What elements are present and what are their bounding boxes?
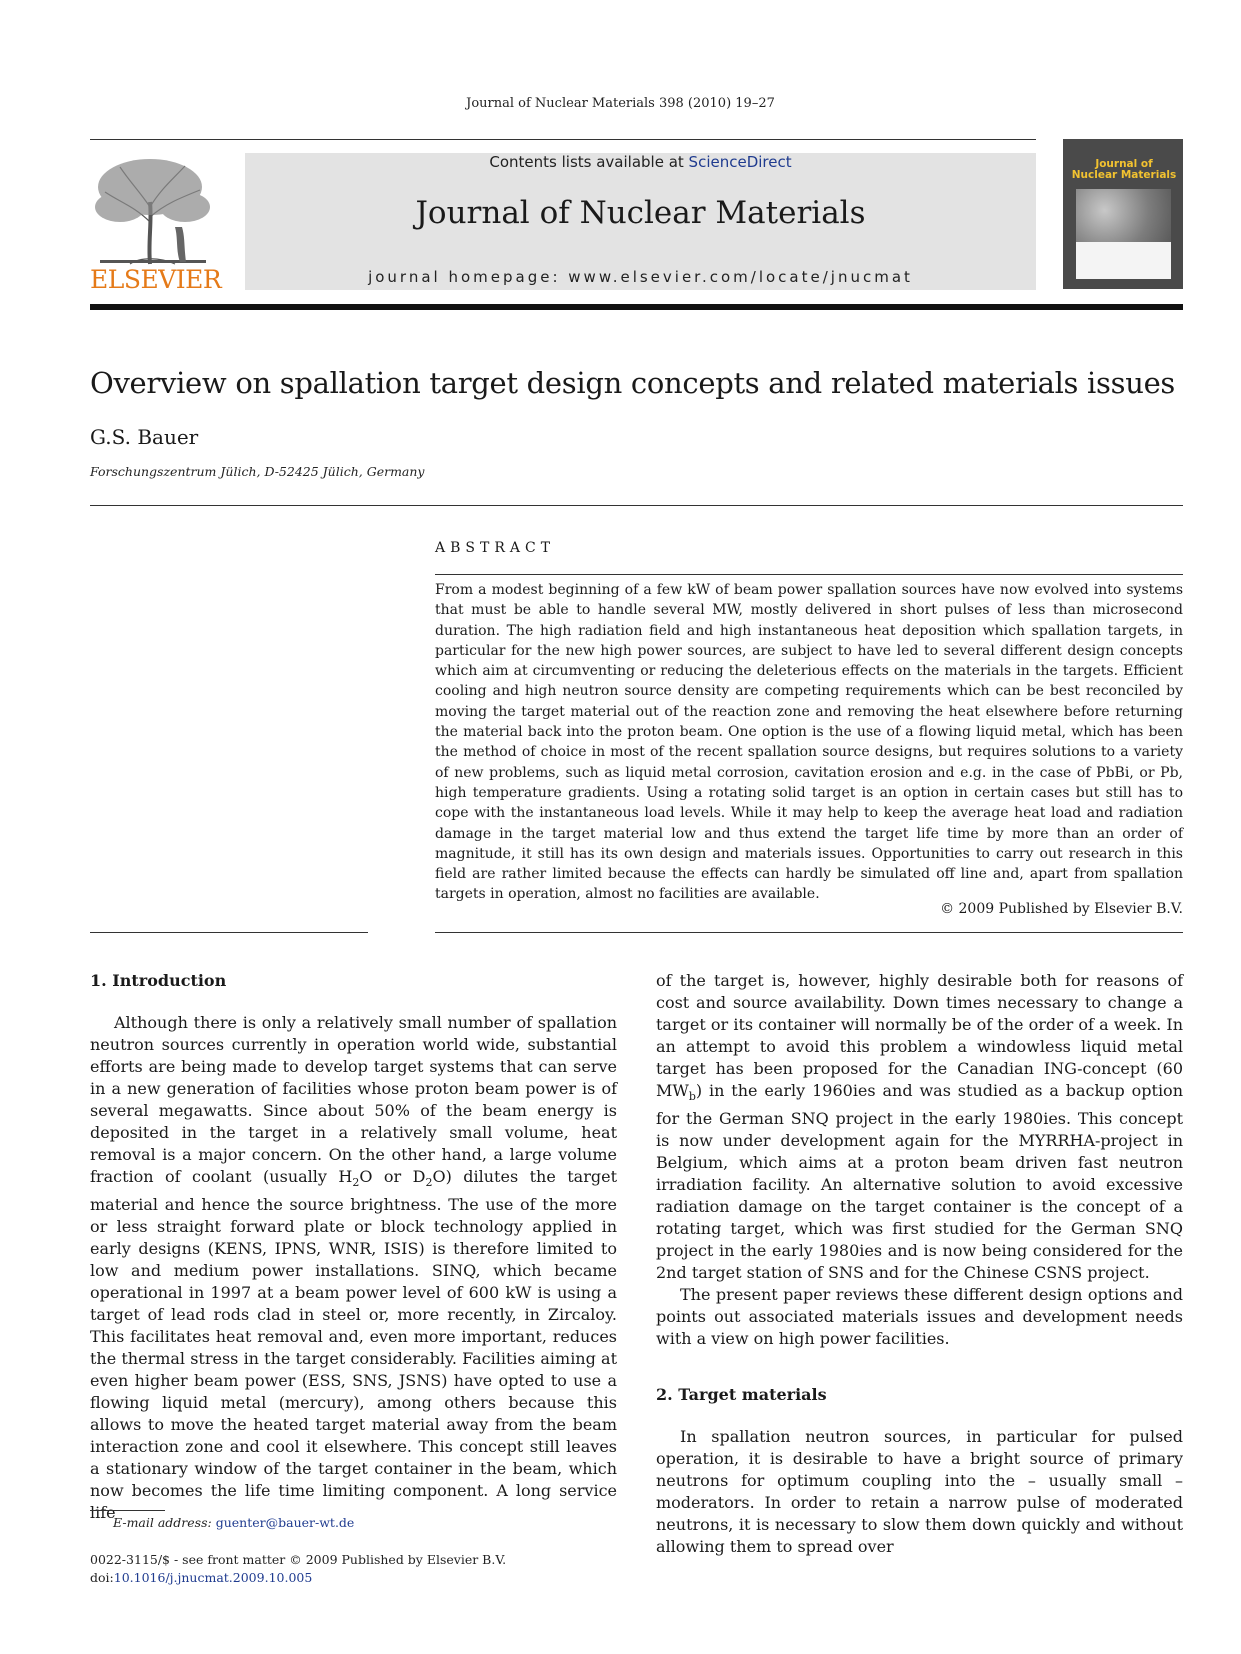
author-email-link[interactable]: guenter@bauer-wt.de xyxy=(215,1515,355,1530)
footnote-divider xyxy=(90,1510,165,1511)
right-column xyxy=(656,970,1183,1558)
abstract-bottom-divider xyxy=(435,932,1183,933)
abstract-copyright: © 2009 Published by Elsevier B.V. xyxy=(940,901,1183,917)
author-email-footnote xyxy=(113,1515,354,1530)
cover-panel xyxy=(1076,242,1171,279)
article-author: G.S. Bauer xyxy=(90,425,199,449)
author-affiliation: Forschungszentrum Jülich, D-52425 Jülich, Germany xyxy=(90,464,425,479)
doi-line xyxy=(90,1570,312,1585)
cover-title-line1: Journal of xyxy=(1095,158,1153,170)
abstract-divider xyxy=(435,574,1183,575)
front-matter-line: 0022-3115/$ - see front matter © 2009 Published by Elsevier B.V. xyxy=(90,1552,507,1567)
journal-title: Journal of Nuclear Materials xyxy=(415,195,866,231)
contents-availability xyxy=(245,153,1036,171)
intro-subscript-2: 2 xyxy=(425,1176,433,1190)
intro-subscript-1: 2 xyxy=(352,1176,360,1190)
elsevier-wordmark: ELSEVIER xyxy=(90,265,222,294)
article-title: Overview on spallation target design concepts and related materials issues xyxy=(90,366,1176,400)
abstract-text: From a modest beginning of a few kW of beam power spallation sources have now evolved into systems that must be able to handle several MW, mostly delivered in short pulses of less than microsecond duration. The high radiation field and high instantaneous heat deposition which spallation targets, in particular for the new high power sources, are subject to have led to several different design concepts which aim at circumventing or reducing the deleterious effects on the materials in the targets. Efficient cooling and high neutron source density are competing requirements which can be best reconciled by moving the target material out of the reaction zone and removing the heat elsewhere before returning the material back into the proton beam. One option is the use of a flowing liquid metal, which has been the method of choice in most of the recent spallation source designs, but requires solutions to a variety of new problems, such as liquid metal corrosion, cavitation erosion and e.g. in the case of PbBi, or Pb, high temperature gradients. Using a rotating solid target is an option in certain cases but still has to cope with the instantaneous load levels. While it may help to keep the average heat load and radiation damage in the target material low and thus extend the target life time by more than an order of magnitude, it still has its own design and materials issues. Opportunities to carry out research in this field are rather limited because the effects can hardly be simulated off line and, apart from spallation targets in operation, almost no facilities are available. xyxy=(435,582,1183,903)
header-divider xyxy=(90,139,1036,140)
contents-prefix: Contents lists available at xyxy=(489,153,689,171)
cover-image xyxy=(1076,189,1171,242)
section-heading-introduction: 1. Introduction xyxy=(90,971,227,990)
section-heading-target-materials: 2. Target materials xyxy=(656,1385,827,1405)
journal-homepage[interactable]: journal homepage: www.elsevier.com/locate/jnucmat xyxy=(368,268,913,286)
right-text-b: ) in the early 1960ies and was studied as a backup option for the German SNQ project in the early 1980ies. This concept is now under development again for the MYRRHA-project in Belgium, which aims at a proton beam driven fast neutron irradiation facility. An alternative solution to avoid excessive radiation damage on the target container is the concept of a rotating target, which was first studied for the German SNQ project in the early 1980ies and is now being considered for the 2nd target station of SNS and for the Chinese CSNS project. xyxy=(656,1081,1183,1283)
left-column-divider xyxy=(90,932,368,933)
journal-banner xyxy=(245,153,1036,290)
intro-text-a: Although there is only a relatively small number of spallation neutron sources currently in operation world wide, substantial efforts are being made to develop target systems that can serve in a new generation of facilities whose proton beam power is of several megawatts. Since about 50% of the beam energy is deposited in the target in a relatively small volume, heat removal is a major concern. On the other hand, a large volume fraction of coolant (usually H xyxy=(90,1013,617,1186)
intro-text-b: O or D xyxy=(359,1167,426,1186)
abstract-top-divider xyxy=(90,505,1183,506)
doi-prefix: doi: xyxy=(90,1570,114,1585)
intro-text-c: O) dilutes the target material and hence the source brightness. The use of the more or less straight forward plate or block technology applied in early designs (KENS, IPNS, WNR, ISIS) is therefore limited to low and medium power installations. SINQ, which became operational in 1997 at a beam power level of 600 kW is using a target of lead rods clad in steel or, more recently, in Zircaloy. This facilitates heat removal and, even more important, reduces the thermal stress in the target considerably. Facilities aiming at even higher beam power (ESS, SNS, JSNS) have opted to use a flowing liquid metal (mercury), among others because this allows to move the heated target material away from the beam interaction zone and cool it elsewhere. This concept still leaves a stationary window of the target container in the beam, which now becomes the life time limiting component. A long service life xyxy=(90,1167,618,1523)
abstract-heading: ABSTRACT xyxy=(435,540,556,556)
doi-link[interactable]: 10.1016/j.jnucmat.2009.10.005 xyxy=(113,1570,313,1585)
email-label: E-mail address: xyxy=(113,1515,212,1530)
journal-citation: Journal of Nuclear Materials 398 (2010) 19–27 xyxy=(466,96,775,111)
target-paragraph-1: In spallation neutron sources, in particular for pulsed operation, it is desirable to have a bright source of primary neutrons for optimum coupling into the – usually small – moderators. In order to retain a narrow pulse of moderated neutrons, it is necessary to slow them down quickly and without allowing them to spread over xyxy=(656,1427,1183,1557)
cover-title xyxy=(1069,159,1179,181)
left-column xyxy=(90,970,617,1524)
right-text-a: of the target is, however, highly desirable both for reasons of cost and source availability. Down times necessary to change a target or its container will normally be of the order of a week. In an attempt to avoid this problem a windowless liquid metal target has been proposed for the Canadian ING-concept (60 MW xyxy=(656,971,1183,1100)
sciencedirect-link[interactable]: ScienceDirect xyxy=(688,153,792,171)
right-paragraph-1 xyxy=(656,970,1183,1284)
intro-paragraph-1 xyxy=(90,1012,617,1524)
right-subscript: b xyxy=(688,1090,696,1104)
header-thick-divider xyxy=(90,304,1183,310)
journal-cover-thumbnail xyxy=(1063,139,1183,289)
cover-title-line2: Nuclear Materials xyxy=(1071,169,1177,181)
right-paragraph-2: The present paper reviews these different design options and points out associated materials issues and development needs with a view on high power facilities. xyxy=(656,1285,1183,1349)
